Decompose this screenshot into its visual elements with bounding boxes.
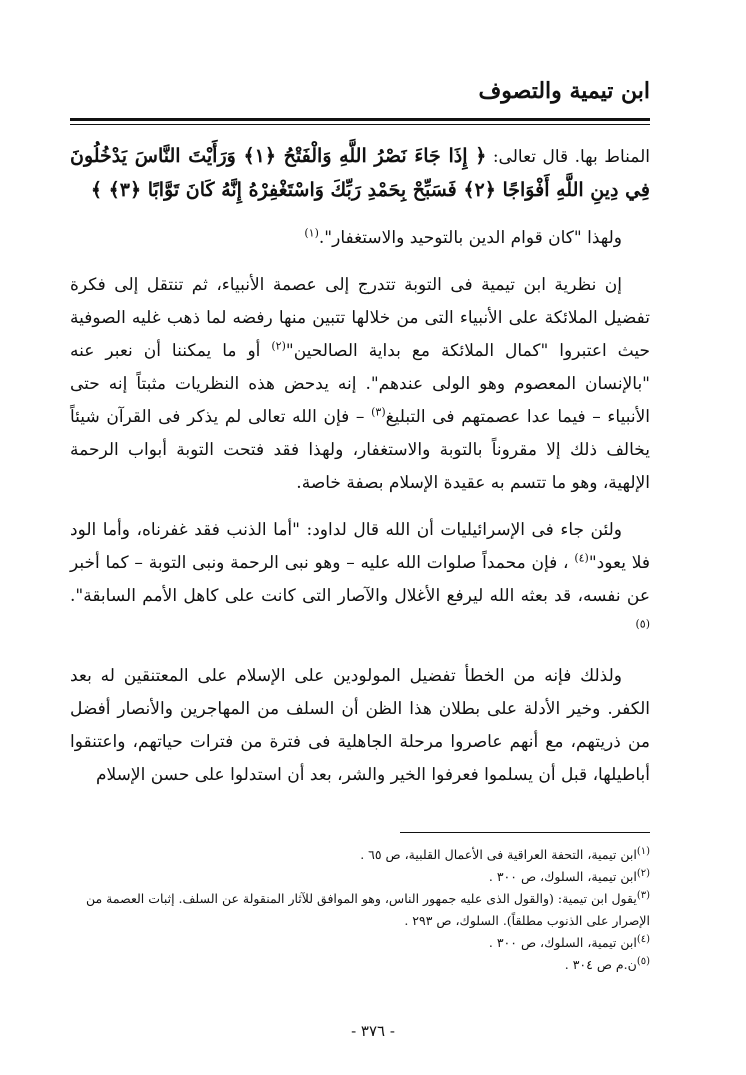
footnote-ref: (٣) (371, 405, 386, 419)
paragraph-text: ولهذا "كان قوام الدين بالتوحيد والاستغفار". (318, 228, 622, 248)
footnote-mark: (٥) (636, 955, 650, 967)
paragraph-israiliyyat (70, 514, 650, 646)
footnote-text: يقول ابن تيمية: (والقول الذى عليه جمهور الناس، وهو الموافق للآثار المنقولة عن السلف. إثبات العصمة من الإصرار على الذنوب مطلقاً). السلوك، ص ٢٩٣ . (86, 891, 650, 928)
paragraph-tawhid (70, 222, 650, 255)
quran-verse: ﴿ إِذَا جَاءَ نَصْرُ اللَّهِ وَالْفَتْحُ ﴿١﴾ وَرَأَيْتَ النَّاسَ يَدْخُلُونَ فِي دِينِ اللَّهِ أَفْوَاجًا ﴿٢﴾ فَسَبِّحْ بِحَمْدِ رَبِّكَ وَاسْتَغْفِرْهُ إِنَّهُ كَانَ تَوَّابًا ﴿٣﴾ ﴾ (70, 145, 650, 201)
paragraph-text: ، فإن محمداً صلوات الله عليه – وهو نبى الرحمة ونبى التوبة – كما أخبر عن نفسه، قد بعثه الله ليرفع الأغلال والآصار التى كانت على كاهل الأمم السابقة". (70, 553, 650, 606)
paragraph-text: أو ما يمكننا أن نعبر عنه "بالإنسان المعصوم وهو الولى عندهم". إنه يدحض هذه النظريات مثبتاً إنه حتى الأنبياء – فيما عدا عصمتهم فى التبليغ (70, 341, 650, 427)
paragraph-prophets-infallibility (70, 269, 650, 500)
footnote-mark: (٢) (636, 867, 650, 879)
paragraph-quran-citation (70, 140, 650, 208)
paragraph-text: إن نظرية ابن تيمية فى التوبة تتدرج إلى عصمة الأنبياء، ثم تنتقل إلى فكرة تفضيل الملائكة على الأنبياء التى من خلالها تتبين منها رفضه لما ذهب غليه الصوفية حيث اعتبروا "كمال الملائكة مع بداية الصالحين" (70, 275, 650, 361)
footnote-ref: (٥) (635, 617, 650, 631)
footnote-text: ابن تيمية، السلوك، ص ٣٠٠ . (488, 869, 637, 884)
footnote-mark: (٤) (636, 933, 650, 945)
paragraph-text: ولذلك فإنه من الخطأ تفضيل المولودين على الإسلام على المعتنقين له بعد الكفر. وخير الأدلة على بطلان هذا الظن أن السلف من المهاجرين والأنصار أفضل من ذريتهم، مع أنهم عاصروا مرحلة الجاهلية فى فترة من فترات حياتهم، واعتنقوا أباطيلها، قبل أن يسلموا فعرفوا الخير والشر، بعد أن استدلوا على حسن الإسلام (70, 666, 650, 785)
footnote-text: ابن تيمية، التحفة العراقية فى الأعمال القلبية، ص ٦٥ . (360, 847, 637, 862)
quran-intro: المناط بها. قال تعالى: (492, 147, 650, 167)
footnote-item (70, 844, 650, 866)
footnote-ref: (١) (304, 226, 319, 240)
footnote-text: ن.م ص ٣٠٤ . (564, 957, 637, 972)
paragraph-text: – فإن الله تعالى لم يذكر فى القرآن شيئاً يخالف ذلك إلا مقروناً بالتوبة والاستغفار، ولهذا فقد فتحت التوبة أبواب الرحمة الإلهية، وهو ما تتسم به عقيدة الإسلام بصفة خاصة. (70, 407, 650, 493)
footnote-mark: (١) (636, 845, 650, 857)
footnote-item (70, 954, 650, 976)
footnote-item (70, 866, 650, 888)
footnote-ref: (٤) (574, 551, 589, 565)
footnote-ref: (٢) (271, 339, 286, 353)
header-rule-thick (70, 118, 650, 121)
paragraph-text: ولئن جاء فى الإسرائيليات أن الله قال لداود: "أما الذنب فقد غفرناه، وأما الود فلا يعود" (70, 520, 651, 573)
page-number: - ٣٧٦ - (351, 1022, 395, 1040)
footnote-mark: (٣) (636, 889, 650, 901)
footnote-separator (400, 832, 650, 833)
header-rule-thin (70, 124, 650, 125)
footnote-item (70, 888, 650, 932)
main-text (70, 140, 650, 806)
footnote-text: ابن تيمية، السلوك، ص ٣٠٠ . (488, 935, 637, 950)
footnote-item (70, 932, 650, 954)
running-header-title: ابن تيمية والتصوف (478, 78, 650, 104)
footnotes (70, 844, 650, 976)
paragraph-converts (70, 660, 650, 792)
